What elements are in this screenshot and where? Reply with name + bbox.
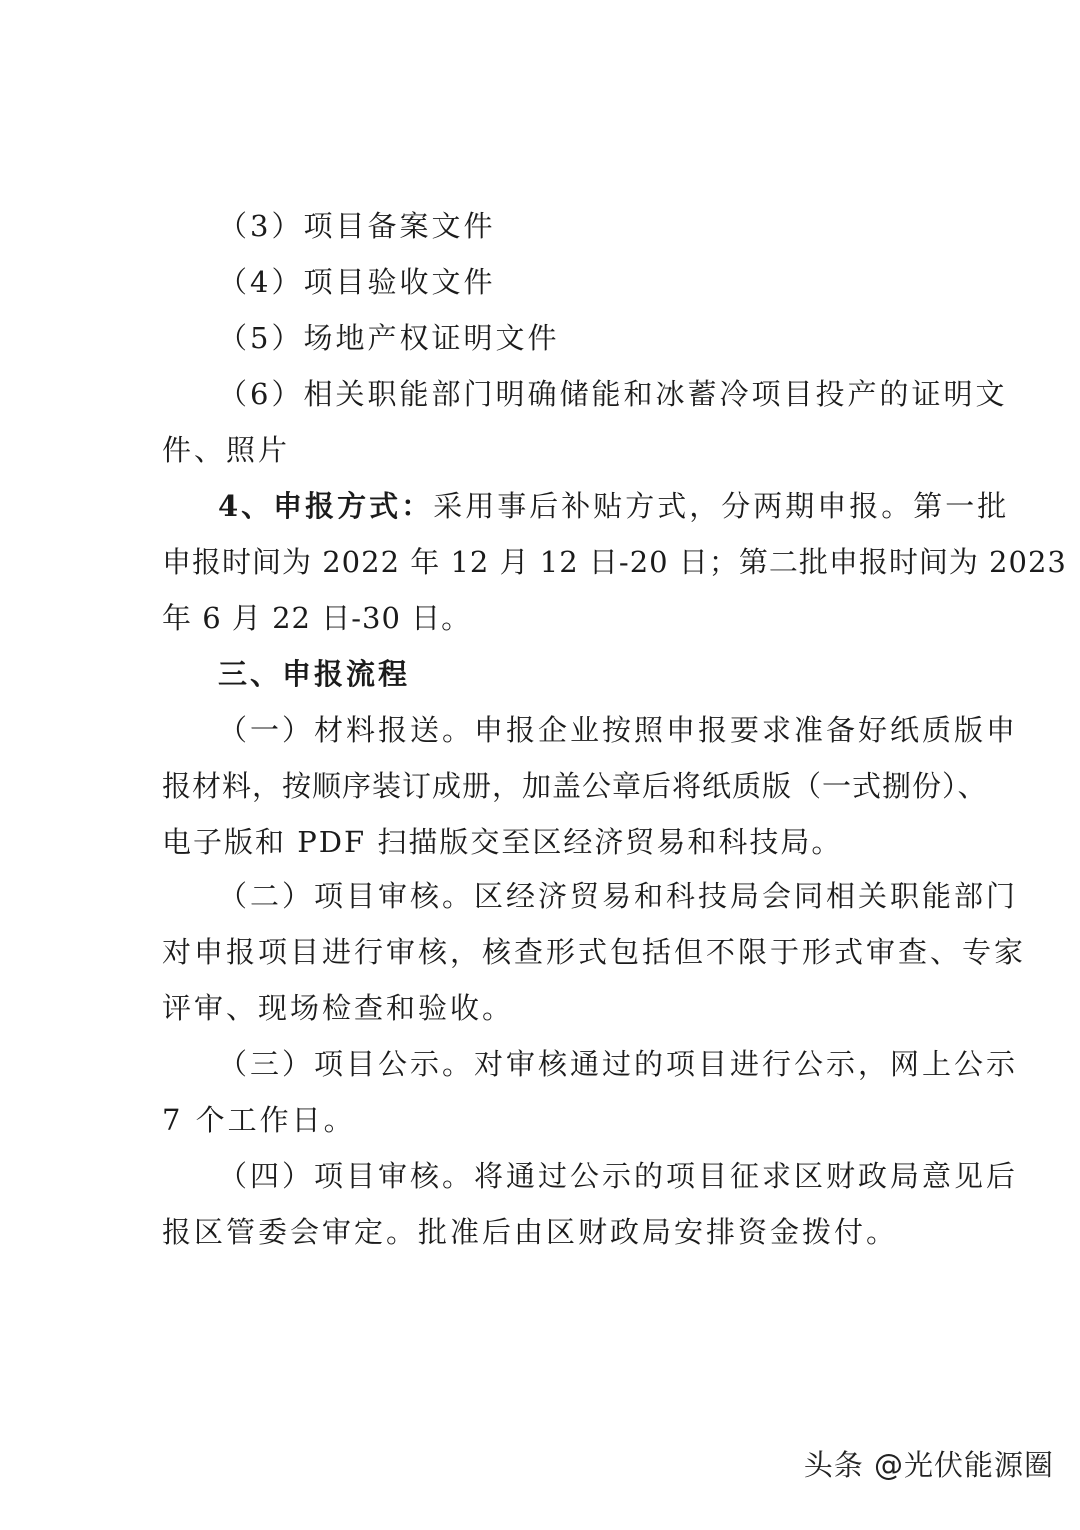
- step-1-line-2: 报材料，按顺序装订成册，加盖公章后将纸质版（一式捌份）、: [162, 769, 988, 803]
- step-2-line-3: 评审、现场检查和验收。: [162, 991, 515, 1025]
- step-4-line-2: 报区管委会审定。批准后由区财政局安排资金拨付。: [162, 1215, 899, 1249]
- section-heading: 三、申报流程: [218, 657, 411, 691]
- step-2-line-1: （二）项目审核。区经济贸易和科技局会同相关职能部门: [218, 879, 1019, 913]
- section-4-label: 4、申报方式：: [218, 489, 434, 523]
- section-4-line-3: 年 6 月 22 日-30 日。: [162, 601, 472, 635]
- watermark-label: 头条 @光伏能源圈: [803, 1448, 1054, 1482]
- step-3-line-1: （三）项目公示。对审核通过的项目进行公示，网上公示: [218, 1047, 1019, 1081]
- section-4-line-1-text: 采用事后补贴方式，分两期申报。第一批: [433, 489, 1010, 523]
- item-3: （3）项目备案文件: [218, 209, 496, 243]
- step-4-line-1: （四）项目审核。将通过公示的项目征求区财政局意见后: [218, 1159, 1019, 1193]
- section-4-line-1: [218, 486, 1010, 526]
- section-4-line-2: 申报时间为 2022 年 12 月 12 日-20 日；第二批申报时间为 2023: [162, 545, 1067, 579]
- step-1-line-1: （一）材料报送。申报企业按照申报要求准备好纸质版申: [218, 713, 1019, 747]
- step-3-line-2: 7 个工作日。: [162, 1103, 356, 1137]
- item-4: （4）项目验收文件: [218, 265, 496, 299]
- item-5: （5）场地产权证明文件: [218, 321, 560, 355]
- step-1-line-3: 电子版和 PDF 扫描版交至区经济贸易和科技局。: [162, 825, 843, 859]
- item-6-line-1: （6）相关职能部门明确储能和冰蓄冷项目投产的证明文: [218, 377, 1008, 411]
- step-2-line-2: 对申报项目进行审核，核查形式包括但不限于形式审查、专家: [162, 935, 1027, 969]
- item-6-line-2: 件、照片: [162, 433, 291, 467]
